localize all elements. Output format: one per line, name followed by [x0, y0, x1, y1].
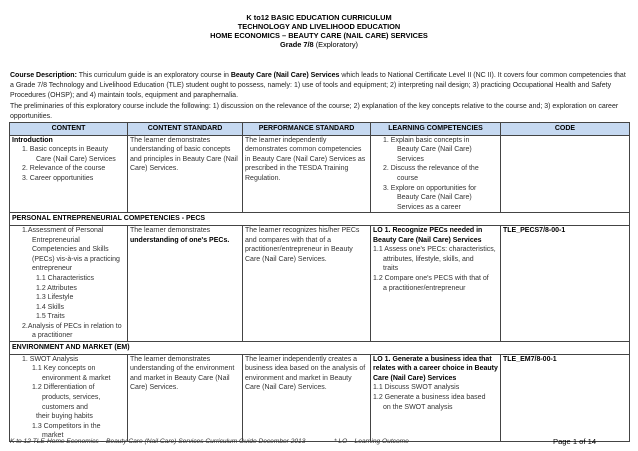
env-standard-cell: The learner demonstrates understanding of the environment and market in Beauty Care (Nail Care) Services.	[128, 354, 243, 441]
list-item: Services	[397, 155, 424, 163]
list-item: 1. Explain basic concepts in	[383, 136, 470, 144]
footer-note: * LO – Learning Outcome	[334, 438, 409, 445]
intro-performance-cell: The learner independently demonstrates common competencies in Beauty Care (Nail Care) Services as prescribed in the TESDA Training Regulation.	[243, 135, 371, 213]
pecs-competencies-cell	[371, 225, 501, 341]
list-item: 1.1 Assess one's PECs: characteristics,	[373, 246, 496, 254]
list-item: 1.2 Compare one's PECS with that of	[373, 274, 489, 282]
header-code: CODE	[501, 123, 630, 136]
list-item: 1.5 Traits	[36, 313, 65, 321]
list-item: environment & market	[42, 374, 111, 382]
list-item: 1. Basic concepts in Beauty	[22, 146, 108, 154]
pecs-section-title: PERSONAL ENTREPRENEURIAL COMPETENCIES - PECS	[10, 213, 630, 226]
list-item: attributes, lifestyle, skills, and	[383, 255, 474, 263]
list-item: 2.Analysis of PECs in relation to	[22, 322, 122, 330]
pecs-standard-line-1: The learner demonstrates	[130, 226, 211, 234]
pecs-learning-outcome: LO 1. Recognize PECs needed in Beauty Care (Nail Care) Services	[373, 226, 483, 244]
list-item: 1.3 Competitors in the	[32, 422, 101, 430]
list-item: a practitioner	[32, 332, 73, 340]
list-item: traits	[383, 265, 399, 273]
document-header	[0, 0, 638, 49]
list-item: Beauty Care (Nail Care)	[397, 194, 472, 202]
pecs-performance-cell: The learner recognizes his/her PECs and compares with that of a practitioner/entrepreneur in Beauty Care (Nail Care) Services.	[243, 225, 371, 341]
description-text-a: This curriculum guide is an exploratory course in	[76, 72, 231, 79]
section-row	[10, 342, 630, 355]
intro-standard-cell: The learner demonstrates understanding of basic concepts and principles in Beauty Care (Nail Care) Services.	[128, 135, 243, 213]
footer-document-title: K to 12 TLE-Home Economics – Beauty Care (Nail Care) Services Curriculum Guide December 2013	[10, 438, 306, 445]
env-performance-cell: The learner independently creates a business idea based on the analysis of environment and market in Beauty Care (Nail Care) Services.	[243, 354, 371, 441]
list-item: 1.2 Generate a business idea based	[373, 394, 486, 402]
list-item: a practitioner/entrepreneur	[383, 284, 466, 292]
pecs-standard-cell	[128, 225, 243, 341]
table-row	[10, 225, 630, 341]
list-item: 3. Explore on opportunities for	[383, 184, 477, 192]
header-line-3: HOME ECONOMICS – BEAUTY CARE (NAIL CARE) SERVICES	[210, 31, 428, 40]
list-item: on the SWOT analysis	[383, 403, 453, 411]
list-item: 1.Assessment of Personal	[22, 226, 104, 234]
curriculum-table	[9, 122, 630, 442]
table-row	[10, 354, 630, 441]
list-item: Competencies and Skills	[32, 246, 109, 254]
list-item: Services as a career	[397, 203, 461, 211]
list-item: 1. SWOT Analysis	[22, 355, 79, 363]
list-item: customers and	[42, 403, 88, 411]
intro-code-cell	[501, 135, 630, 213]
pecs-code-cell: TLE_PECS7/8-00-1	[501, 225, 630, 341]
env-content-cell	[10, 354, 128, 441]
env-competencies-cell	[371, 354, 501, 441]
list-item: 2. Discuss the relevance of the	[383, 165, 479, 173]
pecs-standard-line-2: understanding of one's PECs.	[130, 236, 230, 244]
grade-label: Grade 7/8	[279, 40, 314, 49]
list-item: market	[42, 432, 64, 440]
description-paragraph-1	[10, 71, 630, 102]
header-content-standard: CONTENT STANDARD	[128, 123, 243, 136]
env-section-title: ENVIRONMENT AND MARKET (EM)	[10, 342, 630, 355]
course-description	[10, 71, 630, 122]
list-item: Care (Nail Care) Services	[36, 155, 116, 163]
list-item: their buying habits	[36, 413, 93, 421]
list-item: 1.1 Characteristics	[36, 274, 94, 282]
list-item: 1.4 Skills	[36, 303, 65, 311]
description-text-c: which leads to National Certificate Level II (NC II). It covers four common competencies that a Grade 7/8 Technology and Livelihood Education (TLE) student ought to possess, namely: 1) use of tools and equipment; 2) interpreting nail design; 3) practicing Occupational Health and Safety Procedures (OHSP); and 4) maintain tools, equipment and paraphernalia.	[10, 72, 626, 100]
header-line-4	[0, 40, 638, 49]
list-item: 3. Career opportunities	[22, 174, 94, 182]
section-row	[10, 213, 630, 226]
page-number: Page 1 of 14	[553, 437, 597, 446]
header-content: CONTENT	[10, 123, 128, 136]
header-learning-competencies: LEARNING COMPETENCIES	[371, 123, 501, 136]
description-paragraph-2: The preliminaries of this exploratory course include the following: 1) discussion on the relevance of the course; 2) explanation of the key concepts relative to the course and; 3) exploration on career opportunities.	[10, 102, 619, 120]
env-learning-outcome: LO 1. Generate a business idea that relates with a career choice in Beauty Care (Nail Care) Services	[373, 355, 498, 382]
header-line-1: K to12 BASIC EDUCATION CURRICULUM	[246, 13, 392, 22]
intro-competencies-cell	[371, 135, 501, 213]
list-item: course	[397, 174, 419, 182]
list-item: entrepreneur	[32, 265, 73, 273]
list-item: products, services,	[42, 394, 101, 402]
intro-title: Introduction	[12, 136, 53, 144]
list-item: (PECs) vis-à-vis a practicing	[32, 255, 120, 263]
list-item: Beauty Care (Nail Care)	[397, 146, 472, 154]
list-item: 2. Relevance of the course	[22, 165, 106, 173]
env-code-cell: TLE_EM7/8-00-1	[501, 354, 630, 441]
header-performance-standard: PERFORMANCE STANDARD	[243, 123, 371, 136]
pecs-content-cell	[10, 225, 128, 341]
list-item: Entrepreneurial	[32, 236, 80, 244]
table-row	[10, 135, 630, 213]
header-line-2: TECHNOLOGY AND LIVELIHOOD EDUCATION	[237, 22, 401, 31]
list-item: 1.1 Key concepts on	[32, 365, 96, 373]
list-item: 1.1 Discuss SWOT analysis	[373, 384, 460, 392]
list-item: 1.3 Lifestyle	[36, 294, 74, 302]
grade-qualifier: (Exploratory)	[313, 40, 359, 49]
table-header-row	[10, 123, 630, 136]
description-label: Course Description:	[10, 72, 77, 79]
list-item: 1.2 Attributes	[36, 284, 77, 292]
intro-content-cell	[10, 135, 128, 213]
list-item: 1.2 Differentiation of	[32, 384, 95, 392]
description-course-name: Beauty Care (Nail Care) Services	[230, 72, 340, 79]
